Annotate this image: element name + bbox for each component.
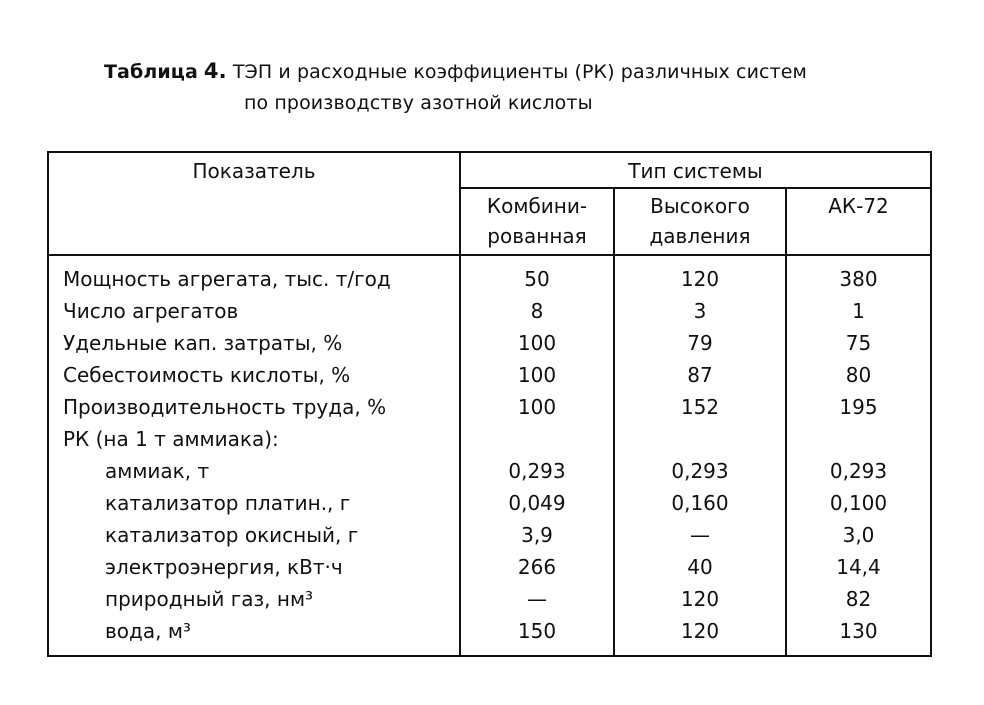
cell-combined: 150 bbox=[517, 619, 557, 643]
table-row bbox=[49, 295, 930, 327]
cell-combined: 100 bbox=[517, 363, 557, 387]
cell-ak72: 0,293 bbox=[829, 459, 888, 483]
table-row bbox=[49, 583, 930, 615]
cell-ak72: 75 bbox=[845, 331, 872, 355]
cell-high-pressure: 120 bbox=[680, 267, 720, 291]
row-label: Удельные кап. затраты, % bbox=[63, 331, 343, 355]
cell-ak72: 1 bbox=[852, 299, 865, 323]
table-row bbox=[49, 359, 930, 391]
cell-high-pressure: 0,293 bbox=[671, 459, 729, 483]
caption-title-line1: ТЭП и расходные коэффициенты (РК) различных систем bbox=[232, 61, 807, 83]
table-row bbox=[49, 263, 930, 295]
row-label: природный газ, нм³ bbox=[105, 587, 314, 611]
cell-ak72: 0,100 bbox=[829, 491, 888, 515]
row-label: Производительность труда, % bbox=[63, 395, 387, 419]
table-row bbox=[49, 455, 930, 487]
header-divider bbox=[459, 187, 930, 189]
cell-high-pressure: 40 bbox=[687, 555, 713, 579]
cell-combined: 0,293 bbox=[508, 459, 566, 483]
cell-high-pressure: — bbox=[690, 523, 710, 547]
cell-high-pressure: 120 bbox=[680, 587, 720, 611]
cell-combined: 50 bbox=[524, 267, 550, 291]
cell-combined: 100 bbox=[517, 331, 557, 355]
header-divider bbox=[49, 254, 930, 256]
row-label: электроэнергия, кВт·ч bbox=[105, 555, 343, 579]
cell-combined: 266 bbox=[517, 555, 557, 579]
data-table bbox=[47, 151, 932, 657]
table-row bbox=[49, 551, 930, 583]
table-row-section bbox=[49, 423, 930, 455]
table-row bbox=[49, 391, 930, 423]
cell-high-pressure: 87 bbox=[687, 363, 713, 387]
cell-high-pressure: 152 bbox=[680, 395, 720, 419]
table-caption bbox=[104, 56, 807, 119]
row-label: вода, м³ bbox=[105, 619, 191, 643]
header-col-high-pressure-line2: давления bbox=[649, 224, 751, 248]
header-col-combined-line1: Комбини- bbox=[486, 194, 588, 218]
cell-combined: — bbox=[527, 587, 547, 611]
row-label: аммиак, т bbox=[105, 459, 210, 483]
header-col-combined bbox=[461, 191, 613, 251]
cell-ak72: 3,0 bbox=[842, 523, 875, 547]
cell-ak72: 80 bbox=[845, 363, 872, 387]
cell-combined: 3,9 bbox=[521, 523, 553, 547]
header-col-high-pressure-line1: Высокого bbox=[650, 194, 750, 218]
cell-combined: 8 bbox=[530, 299, 544, 323]
header-system-type: Тип системы bbox=[628, 159, 763, 183]
table-row bbox=[49, 519, 930, 551]
cell-high-pressure: 3 bbox=[693, 299, 707, 323]
cell-ak72: 130 bbox=[839, 619, 878, 643]
cell-ak72: 82 bbox=[845, 587, 872, 611]
table-row bbox=[49, 615, 930, 647]
section-label: РК (на 1 т аммиака): bbox=[63, 427, 279, 451]
caption-label: Таблица bbox=[104, 61, 198, 83]
header-col-ak72: АК-72 bbox=[828, 194, 889, 218]
cell-high-pressure: 120 bbox=[680, 619, 720, 643]
cell-combined: 0,049 bbox=[508, 491, 566, 515]
cell-high-pressure: 0,160 bbox=[671, 491, 729, 515]
header-col-combined-line2: рованная bbox=[487, 224, 587, 248]
caption-title-line2: по производству азотной кислоты bbox=[244, 92, 593, 114]
header-indicator: Показатель bbox=[192, 159, 316, 183]
cell-high-pressure: 79 bbox=[687, 331, 713, 355]
table-row bbox=[49, 487, 930, 519]
cell-ak72: 14,4 bbox=[836, 555, 881, 579]
row-label: Мощность агрегата, тыс. т/год bbox=[63, 267, 391, 291]
cell-combined: 100 bbox=[517, 395, 557, 419]
row-label: Себестоимость кислоты, % bbox=[63, 363, 351, 387]
cell-ak72: 195 bbox=[839, 395, 878, 419]
row-label: катализатор платин., г bbox=[105, 491, 351, 515]
header-col-high-pressure bbox=[615, 191, 785, 251]
cell-ak72: 380 bbox=[839, 267, 878, 291]
caption-number: 4. bbox=[203, 59, 227, 83]
row-label: катализатор окисный, г bbox=[105, 523, 359, 547]
row-label: Число агрегатов bbox=[63, 299, 239, 323]
table-row bbox=[49, 327, 930, 359]
